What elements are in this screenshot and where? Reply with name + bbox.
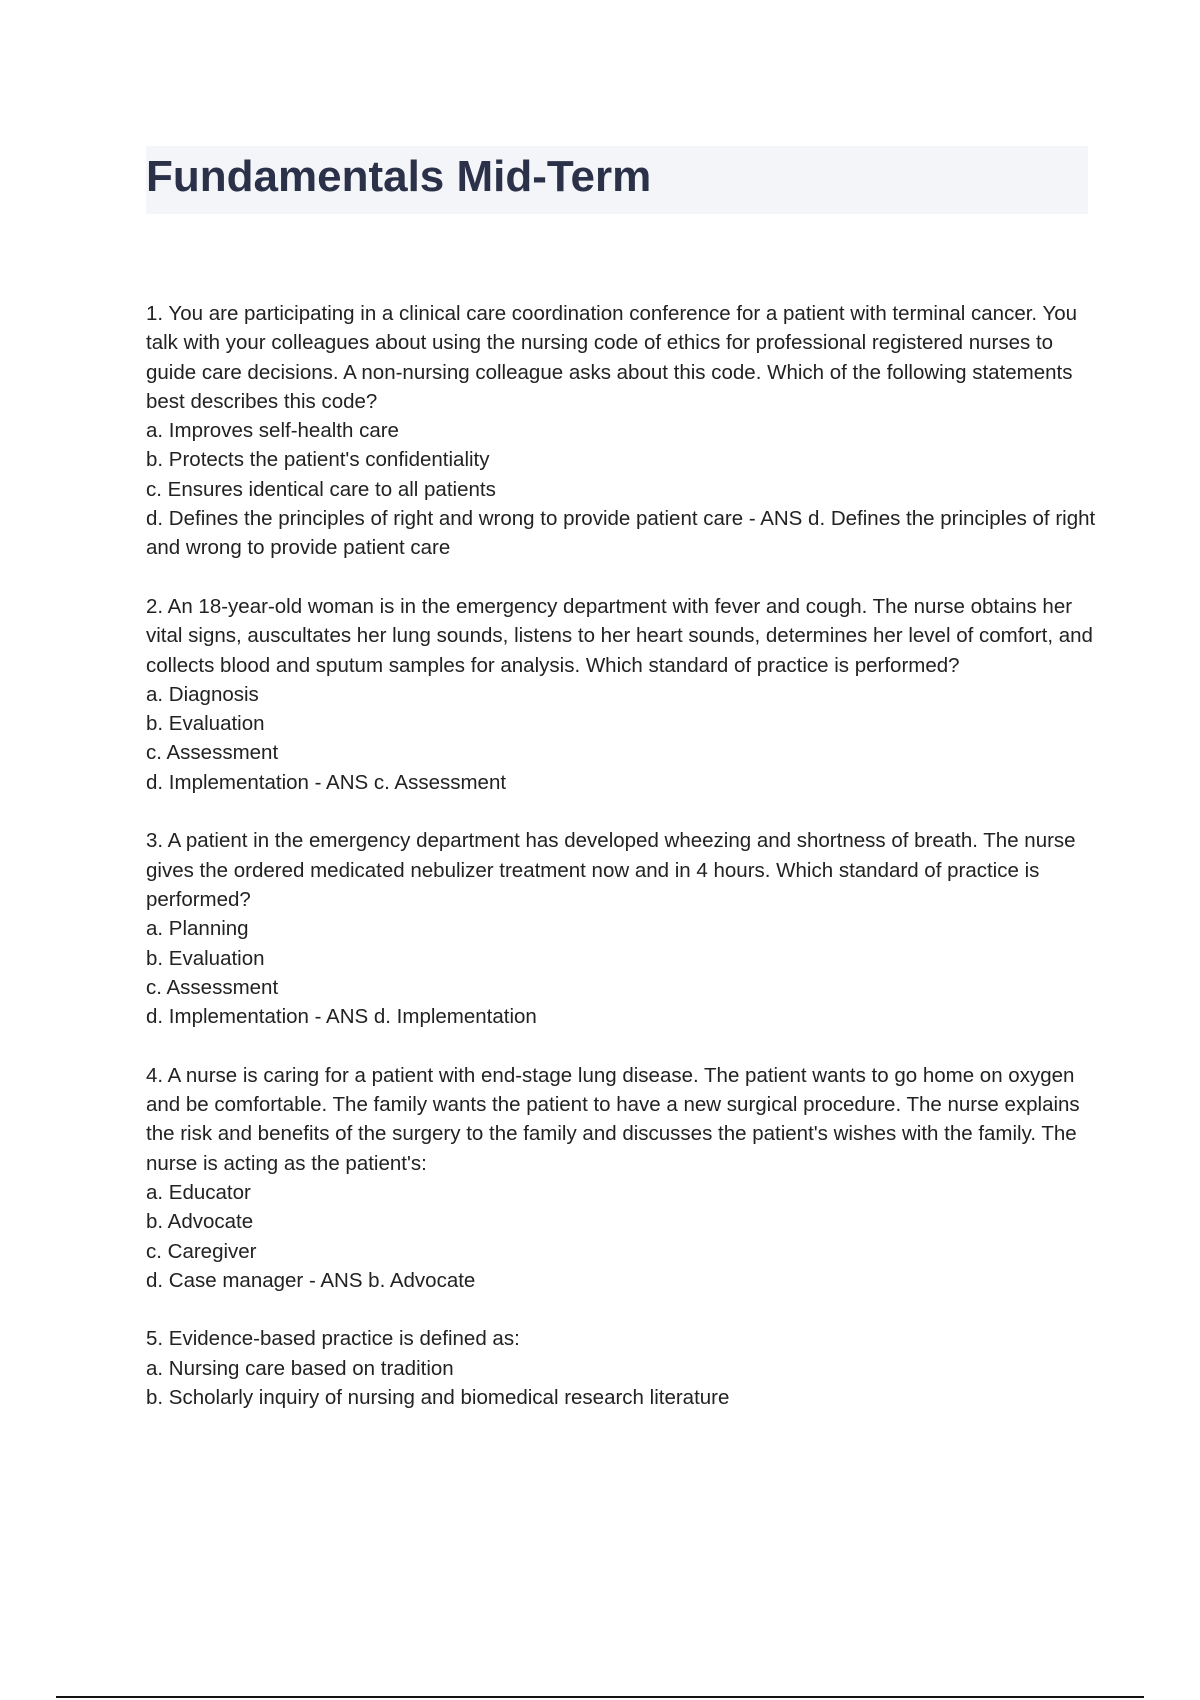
page-bottom-rule: [56, 1696, 1144, 1698]
answer-option: a. Educator: [146, 1180, 251, 1204]
question-5: [146, 1324, 1096, 1412]
answer-option: a. Diagnosis: [146, 682, 259, 706]
answer-option: b. Evaluation: [146, 946, 265, 970]
question-text: 1. You are participating in a clinical care coordination conference for a patient with terminal cancer. You talk with your colleagues about using the nursing code of ethics for professional registered nurses to guide care decisions. A non-nursing colleague asks about this code. Which of the following statements best describes this code?: [146, 302, 1078, 413]
question-2: [146, 592, 1096, 797]
answer-option: c. Caregiver: [146, 1239, 257, 1263]
answer-option-with-key: d. Case manager - ANS b. Advocate: [146, 1268, 476, 1292]
question-text: 5. Evidence-based practice is defined as:: [146, 1327, 520, 1351]
answer-option-with-key: d. Defines the principles of right and wrong to provide patient care - ANS d. Defines the principles of right and wrong to provide patient care: [146, 507, 1096, 560]
answer-option: c. Assessment: [146, 741, 279, 765]
question-text: 4. A nurse is caring for a patient with end-stage lung disease. The patient wants to go home on oxygen and be comfortable. The family wants the patient to have a new surgical procedure. The nurse explains the risk and benefits of the surgery to the family and discusses the patient's wishes with the family. The nurse is acting as the patient's:: [146, 1063, 1080, 1175]
question-4: [146, 1061, 1096, 1295]
answer-option-with-key: d. Implementation - ANS c. Assessment: [146, 770, 507, 794]
answer-option: b. Evaluation: [146, 712, 265, 736]
question-3: [146, 826, 1096, 1031]
question-1: [146, 299, 1096, 563]
answer-option-with-key: d. Implementation - ANS d. Implementation: [146, 1005, 537, 1029]
answer-option: b. Protects the patient's confidentiality: [146, 448, 490, 472]
answer-option: b. Scholarly inquiry of nursing and biomedical research literature: [146, 1385, 730, 1409]
answer-option: c. Ensures identical care to all patients: [146, 477, 496, 501]
answer-option: a. Planning: [146, 917, 249, 941]
answer-option: c. Assessment: [146, 975, 279, 999]
answer-option: b. Advocate: [146, 1210, 254, 1234]
answer-option: a. Improves self-health care: [146, 419, 399, 443]
question-text: 2. An 18-year-old woman is in the emergency department with fever and cough. The nurse obtains her vital signs, auscultates her lung sounds, listens to her heart sounds, determines her level of comfort, and collects blood and sputum samples for analysis. Which standard of practice is performed?: [146, 594, 1093, 677]
question-list: [146, 299, 1096, 1442]
question-text: 3. A patient in the emergency department has developed wheezing and shortness of breath. The nurse gives the ordered medicated nebulizer treatment now and in 4 hours. Which standard of practice is performed?: [146, 829, 1076, 911]
document-title: Fundamentals Mid-Term: [146, 152, 652, 201]
answer-option: a. Nursing care based on tradition: [146, 1356, 454, 1380]
